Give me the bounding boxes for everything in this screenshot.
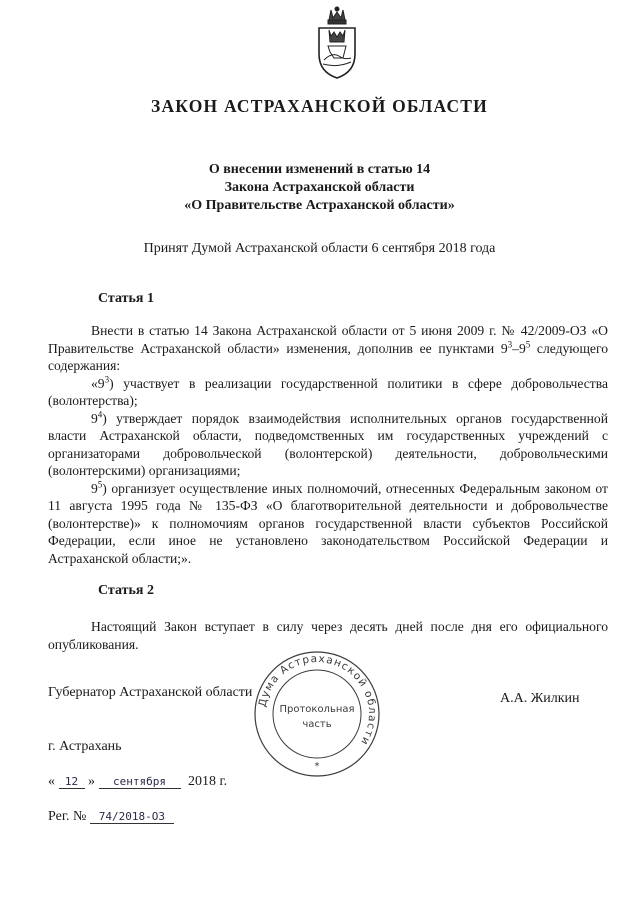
stamp-star: * [314, 761, 320, 772]
item-9-4 [48, 410, 608, 480]
superscript: 5 [97, 478, 103, 489]
item-text: ) утверждает порядок взаимодействия исполнительных органов государственной власти Астраханской области, подведомственных им государственных учреждений с организаторами добровольческой (волонтерской) деятельности, добровольческими (волонтерскими) организациями; [48, 410, 608, 478]
law-title: ЗАКОН АСТРАХАНСКОЙ ОБЛАСТИ [151, 96, 488, 116]
governor-position: Губернатор Астраханской области [48, 685, 253, 700]
stamp-center-line: часть [302, 719, 332, 730]
superscript: 3 [104, 373, 110, 384]
date-day: 12 [59, 775, 85, 789]
stamp-center-line: Протокольная [279, 704, 355, 715]
item-number: 9 [91, 410, 98, 426]
intro-text: –9 [512, 340, 526, 356]
stamp-ring-text: Дума Астраханской области [256, 652, 379, 748]
date-open-quote: « [48, 774, 55, 789]
registration-value: 74/2018-ОЗ [90, 810, 174, 824]
signing-date [48, 774, 227, 790]
superscript: 3 [507, 338, 513, 349]
article-2-heading: Статья 2 [98, 583, 154, 598]
subtitle-line: Закона Астраханской области [224, 180, 415, 195]
item-text: ) организует осуществление иных полномочий, отнесенных Федеральным законом от 11 августа 1995 года № 135-ФЗ «О благотворительной деятельности и добровольчестве (волонтерстве)» к полномочиям органов государственной власти субъектов Российской Федерации, если иное не установлено законодательством Российской Федерации и Астраханской области;». [48, 480, 608, 566]
subtitle-line: О внесении изменений в статью 14 [208, 162, 431, 177]
item-number: «9 [91, 375, 105, 391]
governor-name: А.А. Жилкин [500, 691, 580, 706]
item-text: ) участвует в реализации государственной политики в сфере добровольчества (волонтерства); [48, 375, 608, 408]
duma-stamp [252, 649, 382, 779]
item-9-3 [48, 375, 608, 410]
article-1-heading: Статья 1 [98, 291, 154, 306]
item-number: 9 [91, 480, 98, 496]
superscript: 4 [97, 408, 103, 419]
intro-text: Внести в статью 14 Закона Астраханской области от 5 июня 2009 г. № 42/2009-ОЗ «О Правительстве Астраханской области» изменения, дополнив ее пунктами 9 [48, 323, 608, 356]
date-close-quote: » [88, 774, 95, 789]
astrakhan-coat-of-arms-icon [314, 6, 360, 80]
law-subtitle [0, 161, 639, 215]
article-1-intro [48, 322, 608, 375]
date-month: сентября [99, 775, 181, 789]
registration-label: Рег. № [48, 809, 87, 824]
intro-text: следующего содержания: [48, 340, 608, 373]
superscript: 5 [525, 338, 531, 349]
adoption-note: Принят Думой Астраханской области 6 сентября 2018 года [143, 241, 496, 256]
registration-number [48, 809, 174, 825]
article-2-body [48, 618, 608, 653]
date-year: 2018 г. [188, 774, 228, 789]
article-2-text: Настоящий Закон вступает в силу через десять дней после дня его официального опубликования. [48, 619, 608, 652]
item-9-5 [48, 480, 608, 568]
article-1-body [48, 322, 608, 567]
subtitle-line: «О Правительстве Астраханской области» [184, 198, 455, 213]
place-of-signing: г. Астрахань [48, 739, 122, 754]
